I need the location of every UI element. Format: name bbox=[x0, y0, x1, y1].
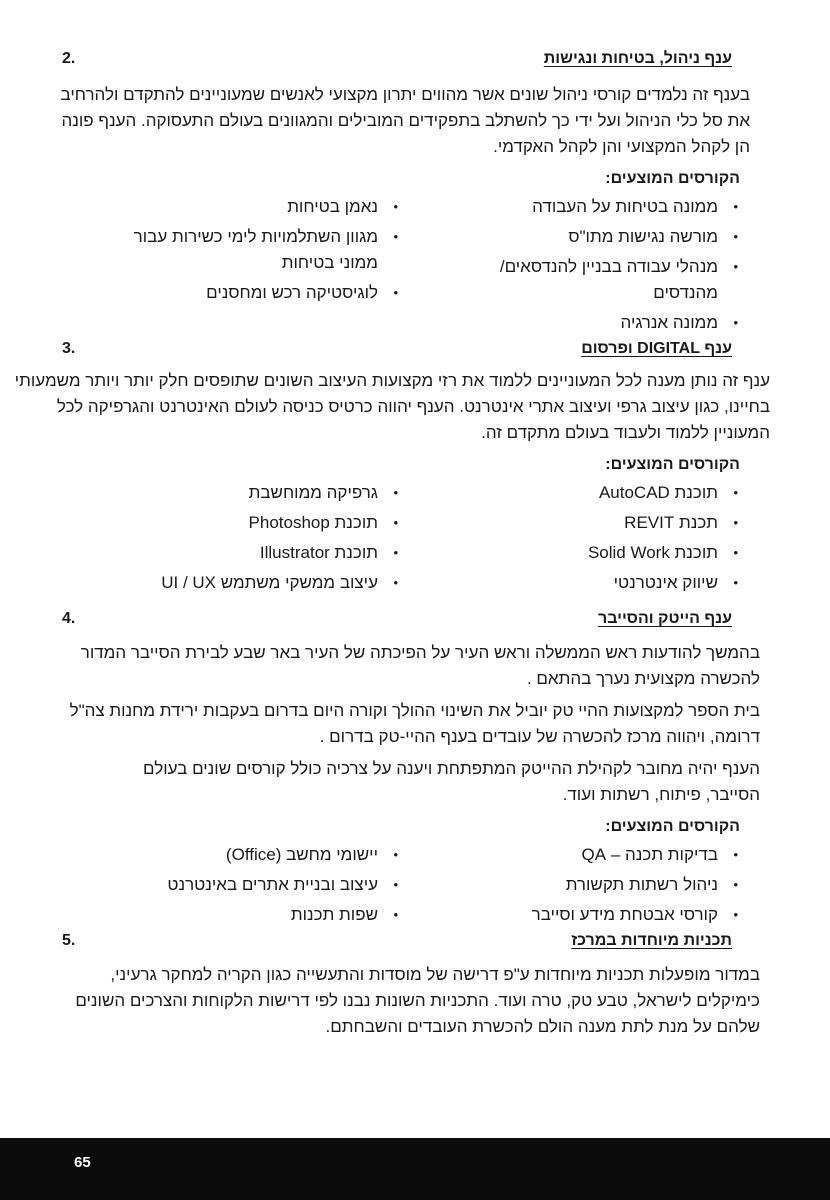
courses-title: הקורסים המוצעים: bbox=[605, 818, 740, 835]
page-number: 65 bbox=[74, 1154, 91, 1171]
section-number: 5. bbox=[62, 932, 76, 949]
course-item: • עיצוב ממשקי משתמש UI / UX bbox=[60, 570, 400, 596]
section-title: ענף DIGITAL ופרסום bbox=[581, 340, 732, 357]
course-item: • מגוון השתלמויות לימי כשירות עבור ממוני בטיחות bbox=[128, 224, 400, 276]
courses-title: הקורסים המוצעים: bbox=[605, 456, 740, 473]
course-item: • יישומי מחשב (Office) bbox=[60, 842, 400, 868]
course-item: • תוכנת Solid Work bbox=[400, 540, 740, 566]
section-title: תכניות מיוחדות במרכז bbox=[571, 932, 732, 949]
section-paragraph: הענף יהיה מחובר לקהילת ההייטק המתפתחת ויענה על צרכיה כולל קורסים שונים בעולם הסייבר, פיתוח, רשתות ועוד. bbox=[143, 759, 760, 804]
page-footer bbox=[0, 1138, 830, 1200]
section-title: ענף ניהול, בטיחות ונגישות bbox=[543, 50, 732, 67]
course-item: • גרפיקה ממוחשבת bbox=[60, 480, 400, 506]
section-title: ענף הייטק והסייבר bbox=[597, 610, 732, 627]
course-item: • לוגיסטיקה רכש ומחסנים bbox=[60, 280, 400, 306]
section-heading bbox=[60, 50, 740, 68]
courses-right-column bbox=[400, 480, 740, 600]
section-paragraph: בית הספר למקצועות ההיי טק יוביל את השינוי ההולך וקורה היום בדרום בעקבות ירידת מחנות צה"ל דרומה, ויהווה מרכז להכשרה של עובדים בענף ההיי-טק בדרום . bbox=[69, 701, 760, 746]
courses-right-column bbox=[400, 842, 740, 932]
section-number: 4. bbox=[62, 610, 76, 627]
courses-right-column bbox=[400, 194, 740, 340]
section-heading bbox=[60, 932, 740, 950]
course-item: • תוכנת Illustrator bbox=[60, 540, 400, 566]
course-item: • ממונה אנרגיה bbox=[400, 310, 740, 336]
course-item: • תכנת REVIT bbox=[400, 510, 740, 536]
course-item: • תוכנת Photoshop bbox=[60, 510, 400, 536]
course-item: • שיווק אינטרנטי bbox=[400, 570, 740, 596]
courses-title: הקורסים המוצעים: bbox=[605, 170, 740, 187]
course-item: • בדיקות תכנה – QA bbox=[400, 842, 740, 868]
course-item: • תוכנת AutoCAD bbox=[400, 480, 740, 506]
section-number: 3. bbox=[62, 340, 76, 357]
section-paragraph: בענף זה נלמדים קורסי ניהול שונים אשר מהווים יתרון מקצועי לאנשים שמעוניינים להתקדם ולהרחיב את סל כלי הניהול ועל ידי כך להשתלב בתפקידים המובילים והמגוונים בעולם התעסוקה. הענף פונה הן לקהל המקצועי והן לקהל האקדמי. bbox=[60, 85, 750, 156]
courses-left-column bbox=[60, 842, 400, 932]
course-item: • נאמן בטיחות bbox=[60, 194, 400, 220]
section-paragraph: בהמשך להודעות ראש הממשלה וראש העיר על הפיכתה של העיר באר שבע לבירת הסייבר המדור להכשרה מקצועית נערך בהתאם . bbox=[80, 643, 760, 688]
courses-columns bbox=[60, 842, 740, 932]
course-item: • מורשה נגישות מתו"ס bbox=[400, 224, 740, 250]
course-item: • ממונה בטיחות על העבודה bbox=[400, 194, 740, 220]
course-item: • מנהלי עבודה בבניין להנדסאים/ מהנדסים bbox=[488, 254, 740, 306]
section-special-programs bbox=[60, 932, 760, 1040]
course-item: • שפות תכנות bbox=[60, 902, 400, 928]
course-item: • קורסי אבטחת מידע וסייבר bbox=[400, 902, 740, 928]
course-item: • ניהול רשתות תקשורת bbox=[400, 872, 740, 898]
section-heading bbox=[60, 610, 740, 628]
course-item: • עיצוב ובניית אתרים באינטרנט bbox=[60, 872, 400, 898]
courses-columns bbox=[60, 480, 740, 600]
section-heading bbox=[60, 340, 740, 358]
section-paragraph: ענף זה נותן מענה לכל המעוניינים ללמוד את רזי מקצועות העיצוב השונים שתופסים חלק יותר ויותר משמעותי בחיינו, כגון עיצוב גרפי ועיצוב אתרי אינטרנט. הענף יהווה כרטיס כניסה לעולם האינטרנט והגרפיקה לכל המעוניין ללמוד ולעבוד בעולם מתקדם זה. bbox=[14, 371, 770, 442]
section-management bbox=[60, 50, 750, 340]
courses-left-column bbox=[60, 194, 400, 340]
courses-left-column bbox=[60, 480, 400, 600]
section-hitech-cyber bbox=[60, 610, 760, 932]
section-number: 2. bbox=[62, 50, 76, 67]
section-paragraph: במדור מופעלות תכניות מיוחדות ע"פ דרישה של מוסדות והתעשייה כגון הקריה למחקר גרעיני, כימיקלים לישראל, טבע טק, טרה ועוד. התכניות השונות נבנו לפי דרישות הלקוחות והצרכים השונים שלהם על מנת לתת מענה הולם להכשרת העובדים והשבחתם. bbox=[75, 965, 760, 1036]
section-digital bbox=[14, 340, 770, 600]
courses-columns bbox=[60, 194, 740, 340]
